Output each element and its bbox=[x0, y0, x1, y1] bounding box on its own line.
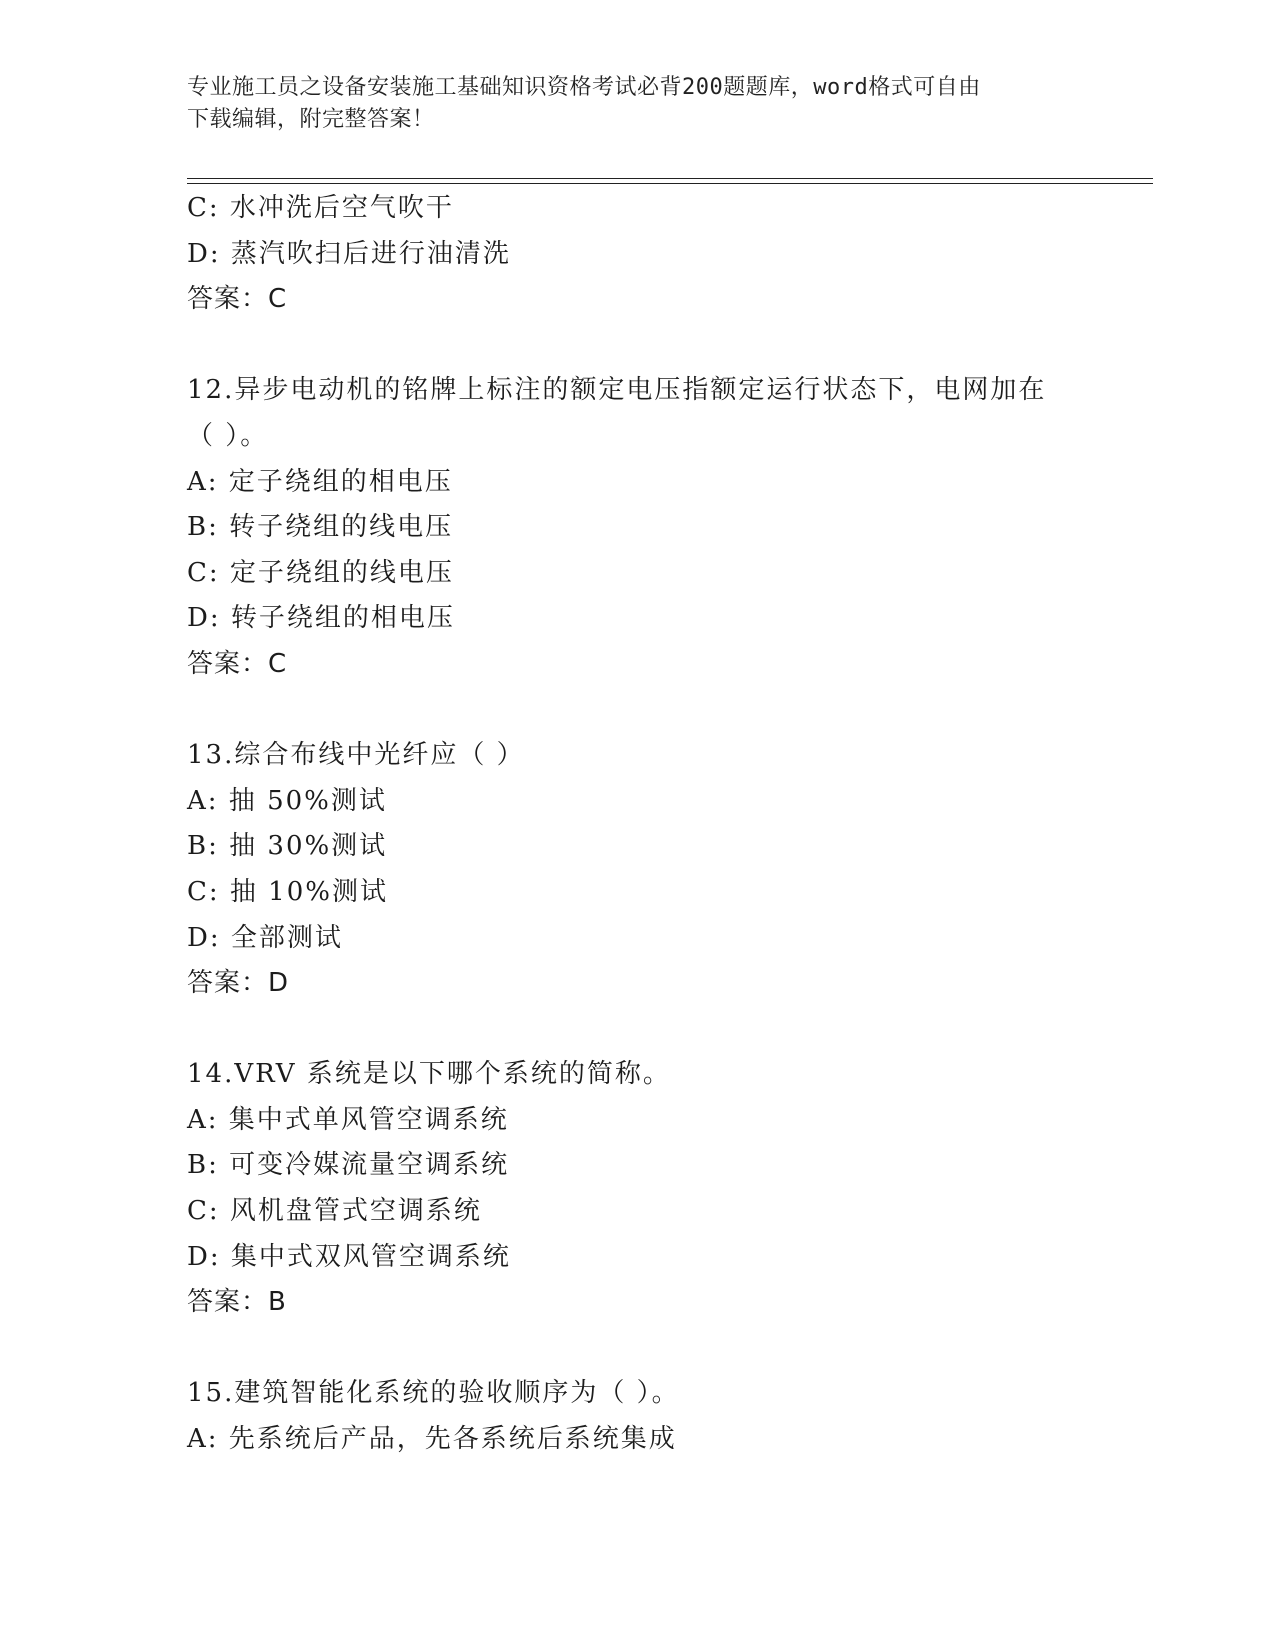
document-header bbox=[187, 72, 1087, 136]
header-line-1: 专业施工员之设备安装施工基础知识资格考试必背200题题库，word格式可自由 bbox=[187, 75, 981, 100]
header-divider-bottom bbox=[187, 183, 1153, 184]
option-a: A: 先系统后产品，先各系统后系统集成 bbox=[187, 1424, 677, 1455]
answer-line: 答案：C bbox=[187, 284, 288, 315]
option-c: C: 风机盘管式空调系统 bbox=[187, 1196, 482, 1227]
spacer bbox=[187, 323, 1147, 369]
option-c: C: 定子绕组的线电压 bbox=[187, 557, 454, 588]
question-stem: 13.综合布线中光纤应（ ） bbox=[187, 740, 525, 771]
question-11-block bbox=[187, 186, 1147, 323]
option-c: C: 抽 10%测试 bbox=[187, 876, 388, 907]
answer-line: 答案：B bbox=[187, 1287, 287, 1318]
question-stem: 12.异步电动机的铭牌上标注的额定电压指额定运行状态下，电网加在 bbox=[187, 375, 1047, 406]
option-c: C: 水冲洗后空气吹干 bbox=[187, 193, 454, 223]
question-15-block bbox=[187, 1371, 1147, 1462]
question-stem-continued: （ ）。 bbox=[187, 420, 269, 451]
option-b: B: 抽 30%测试 bbox=[187, 831, 388, 862]
option-a: A: 集中式单风管空调系统 bbox=[187, 1104, 509, 1135]
question-13-block bbox=[187, 733, 1147, 1007]
spacer bbox=[187, 688, 1147, 734]
question-12-block bbox=[187, 368, 1147, 687]
header-line-2: 下载编辑，附完整答案！ bbox=[187, 107, 435, 132]
answer-line: 答案：C bbox=[187, 648, 288, 679]
option-a: A: 抽 50%测试 bbox=[187, 785, 387, 816]
option-b: B: 转子绕组的线电压 bbox=[187, 512, 454, 543]
question-stem: 14.VRV 系统是以下哪个系统的简称。 bbox=[187, 1059, 671, 1090]
option-a: A: 定子绕组的相电压 bbox=[187, 466, 453, 497]
answer-line: 答案：D bbox=[187, 968, 290, 999]
question-list bbox=[187, 186, 1147, 1463]
option-d: D: 转子绕组的相电压 bbox=[187, 603, 455, 634]
option-d: D: 集中式双风管空调系统 bbox=[187, 1241, 511, 1272]
option-b: B: 可变冷媒流量空调系统 bbox=[187, 1150, 510, 1181]
option-d: D: 全部测试 bbox=[187, 922, 343, 953]
option-d: D: 蒸汽吹扫后进行油清洗 bbox=[187, 238, 511, 269]
question-14-block bbox=[187, 1052, 1147, 1326]
question-stem: 15.建筑智能化系统的验收顺序为（ ）。 bbox=[187, 1378, 680, 1409]
spacer bbox=[187, 1007, 1147, 1053]
spacer bbox=[187, 1326, 1147, 1372]
header-divider-top bbox=[187, 178, 1153, 179]
